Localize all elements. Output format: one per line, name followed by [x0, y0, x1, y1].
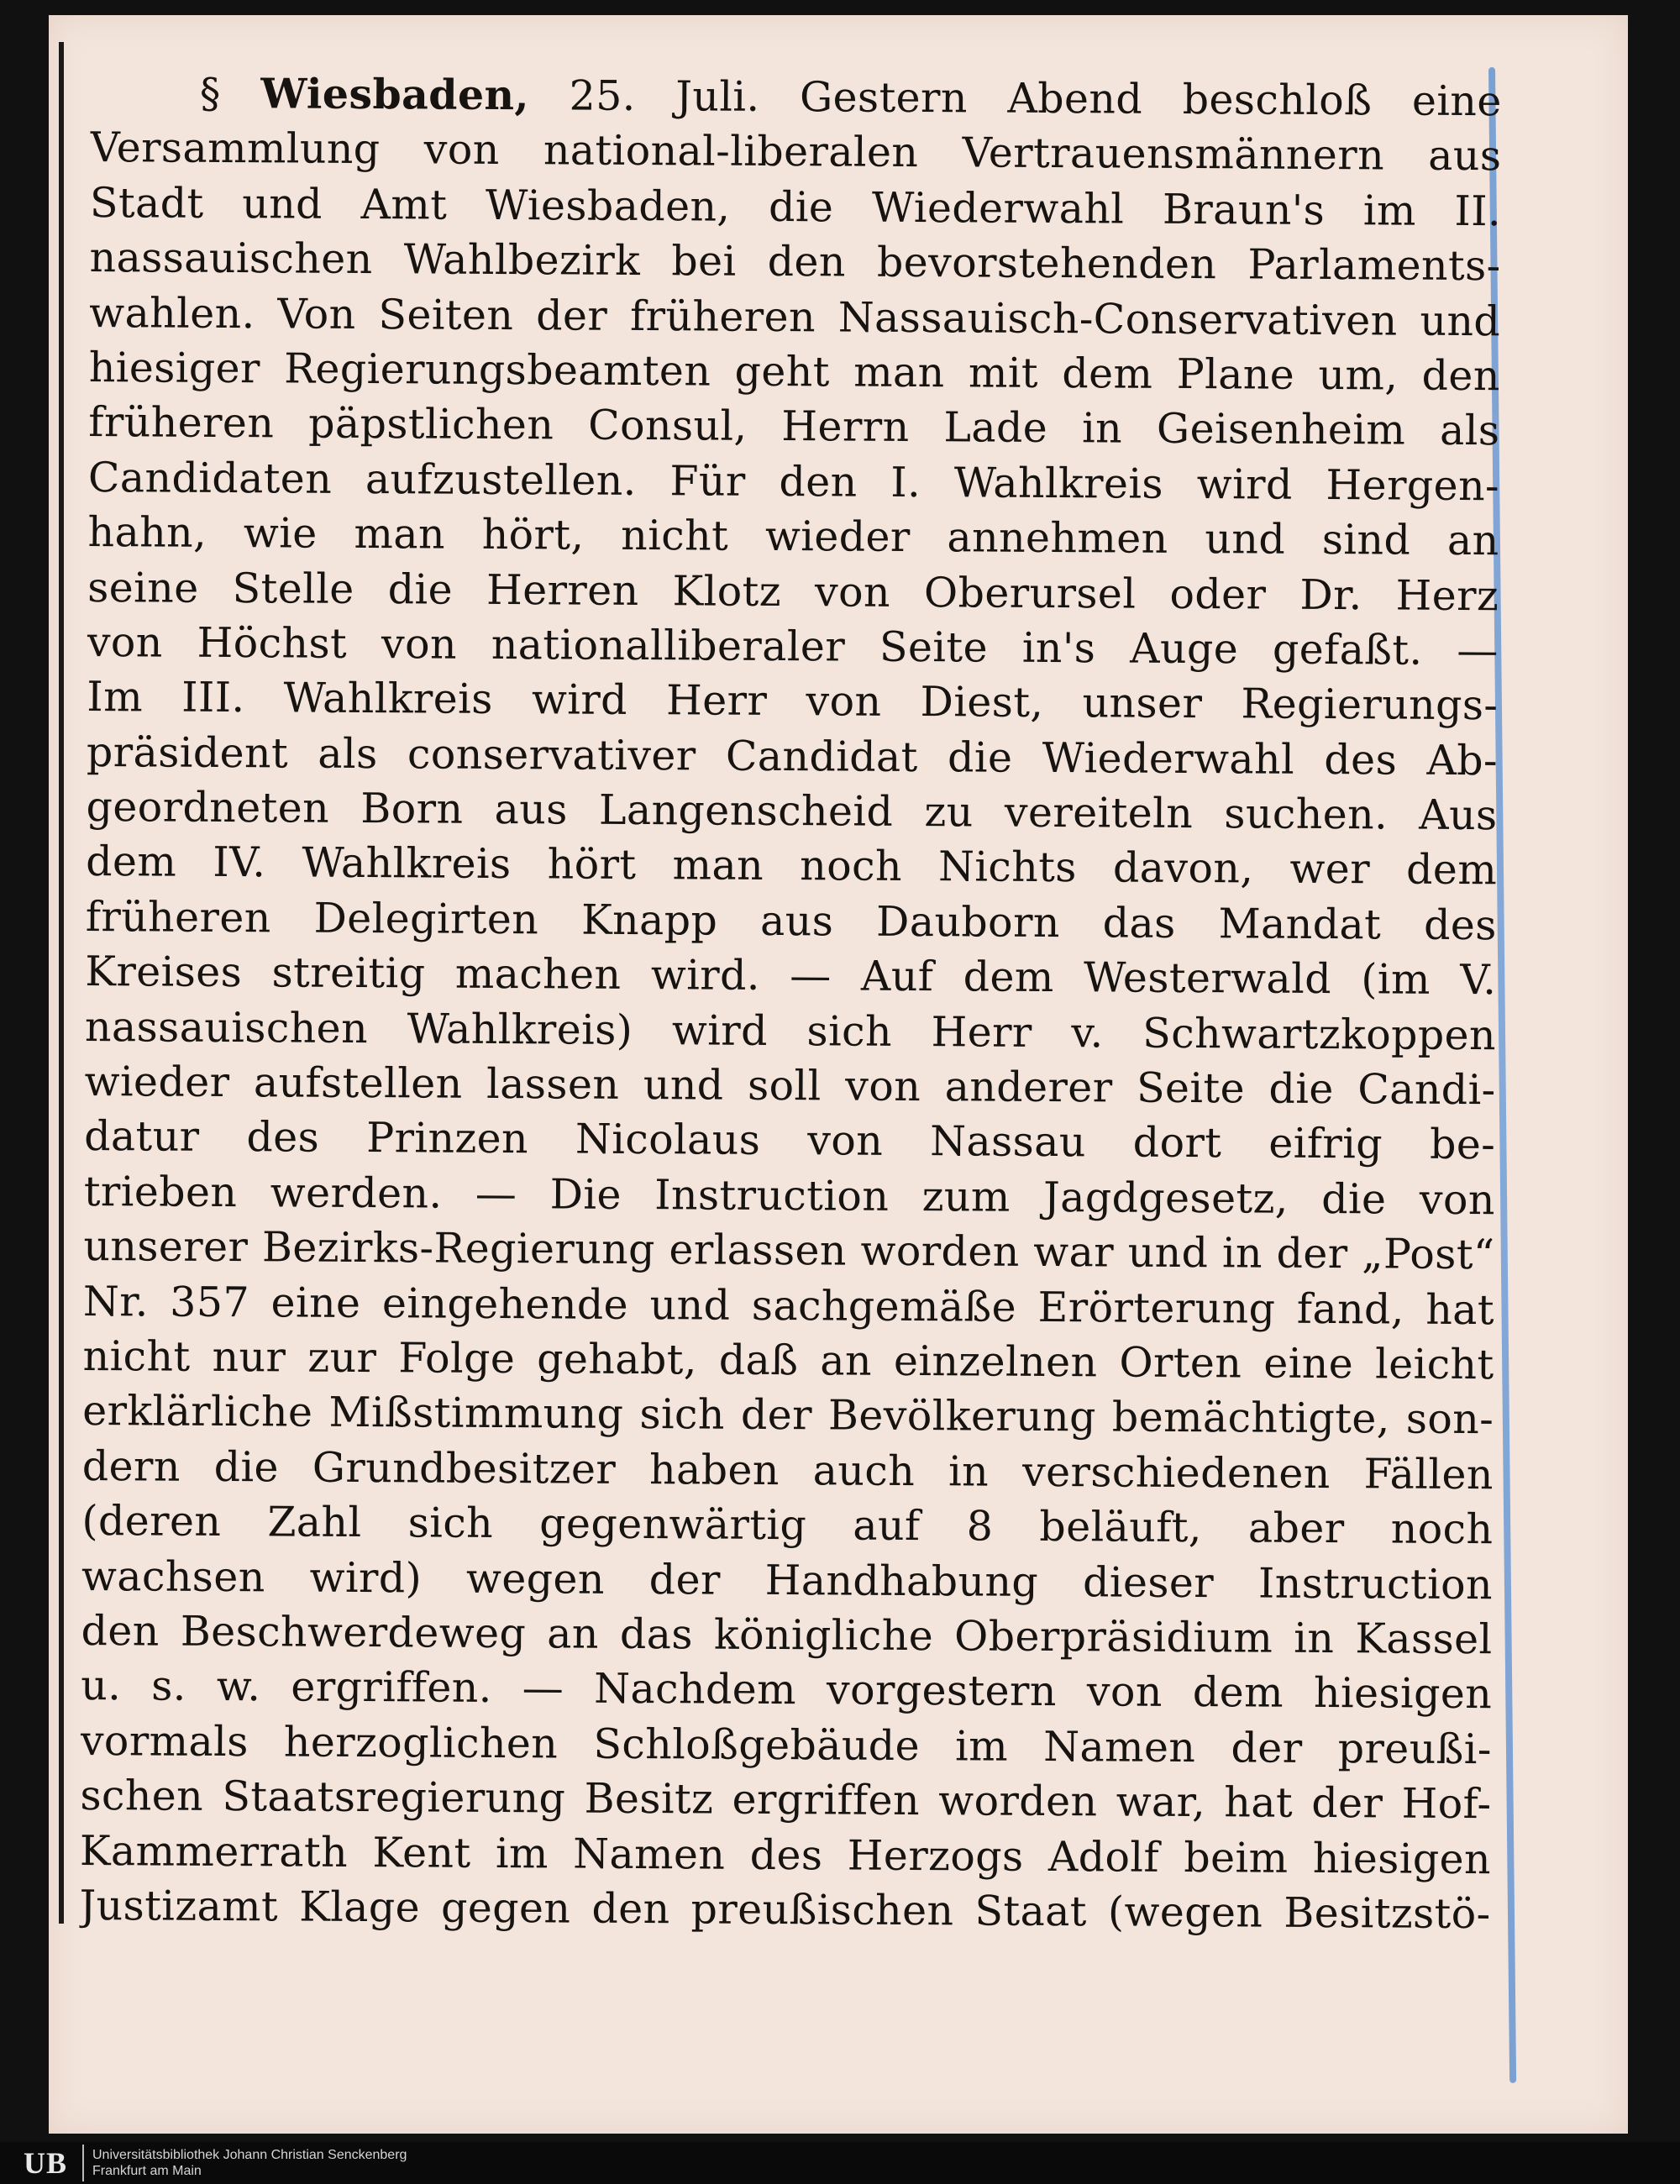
article-line: nicht nur zur Folge gehabt, daß an einzelnen Orten eine leicht — [82, 1331, 1494, 1389]
article-line: Kammerrath Kent im Namen des Herzogs Adolf beim hiesigen — [79, 1826, 1492, 1883]
article-line: u. s. w. ergriffen. — Nachdem vorgestern von dem hiesigen — [81, 1662, 1493, 1719]
article-line: von Höchst von nationalliberaler Seite in's Auge gefaßt. — — [87, 617, 1499, 675]
article-line: präsident als conservativer Candidat die Wiederwahl des Ab- — [86, 727, 1499, 785]
article-line: schen Staatsregierung Besitz ergriffen worden war, hat der Hof- — [80, 1772, 1492, 1829]
article-line: geordneten Born aus Langenscheid zu vereiteln suchen. Aus — [86, 783, 1498, 840]
article-line: dem IV. Wahlkreis hört man noch Nichts davon, wer dem — [86, 837, 1498, 895]
article-line: (deren Zahl sich gegenwärtig auf 8 beläuft, aber noch — [81, 1497, 1494, 1554]
article-line: Stadt und Amt Wiesbaden, die Wiederwahl Braun's im II. — [89, 178, 1502, 236]
article-body — [79, 66, 1502, 1947]
article-line: wahlen. Von Seiten der früheren Nassauisch-Conservativen und — [89, 288, 1501, 345]
library-footer — [0, 2142, 1680, 2184]
article-line: Versammlung von national-liberalen Vertrauensmännern aus — [90, 123, 1502, 181]
article-line: den Beschwerdeweg an das königliche Oberpräsidium in Kassel — [81, 1606, 1493, 1664]
library-name: Universitätsbibliothek Johann Christian Senckenberg — [92, 2148, 407, 2162]
library-credit — [92, 2147, 407, 2179]
article-line: nassauischen Wahlbezirk bei den bevorstehenden Parlaments- — [89, 234, 1501, 291]
article-line: Im III. Wahlkreis wird Herr von Diest, unser Regierungs- — [87, 673, 1499, 730]
ub-logo: UB — [8, 2145, 84, 2181]
article-line: unserer Bezirks-Regierung erlassen worden war und in der „Post“ — [83, 1222, 1495, 1279]
article-line: vormals herzoglichen Schloßgebäude im Namen der preußi- — [80, 1716, 1492, 1773]
article-line: § Wiesbaden, 25. Juli. Gestern Abend beschloß eine — [199, 69, 1502, 126]
article-line: Kreises streitig machen wird. — Auf dem Westerwald (im V. — [85, 948, 1497, 1005]
column-rule — [59, 42, 64, 1924]
article-line: nassauischen Wahlkreis) wird sich Herr v. Schwartzkoppen — [84, 1002, 1497, 1059]
article-line: datur des Prinzen Nicolaus von Nassau dort eifrig be- — [84, 1112, 1496, 1169]
article-line: Candidaten aufzustellen. Für den I. Wahlkreis wird Hergen- — [87, 453, 1500, 510]
article-line: erklärliche Mißstimmung sich der Bevölkerung bemächtigte, son- — [82, 1387, 1494, 1444]
article-line: wieder aufstellen lassen und soll von anderer Seite die Candi- — [84, 1058, 1496, 1115]
article-line: früheren päpstlichen Consul, Herrn Lade in Geisenheim als — [88, 398, 1500, 455]
article-line: Justizamt Klage gegen den preußischen Staat (wegen Besitzstö- — [79, 1881, 1491, 1939]
article-line: wachsen wird) wegen der Handhabung dieser Instruction — [81, 1551, 1494, 1609]
article-line: hiesiger Regierungsbeamten geht man mit dem Plane um, den — [88, 343, 1500, 401]
article-line: seine Stelle die Herren Klotz von Oberursel oder Dr. Herz — [87, 563, 1499, 620]
article-line: trieben werden. — Die Instruction zum Jagdgesetz, die von — [83, 1167, 1495, 1225]
article-line: früheren Delegirten Knapp aus Dauborn das Mandat des — [85, 892, 1497, 950]
article-line: Nr. 357 eine eingehende und sachgemäße Erörterung fand, hat — [82, 1277, 1495, 1334]
article-line: dern die Grundbesitzer haben auch in verschiedenen Fällen — [81, 1441, 1494, 1499]
article-line: hahn, wie man hört, nicht wieder annehmen und sind an — [87, 508, 1499, 565]
library-location: Frankfurt am Main — [92, 2164, 202, 2178]
